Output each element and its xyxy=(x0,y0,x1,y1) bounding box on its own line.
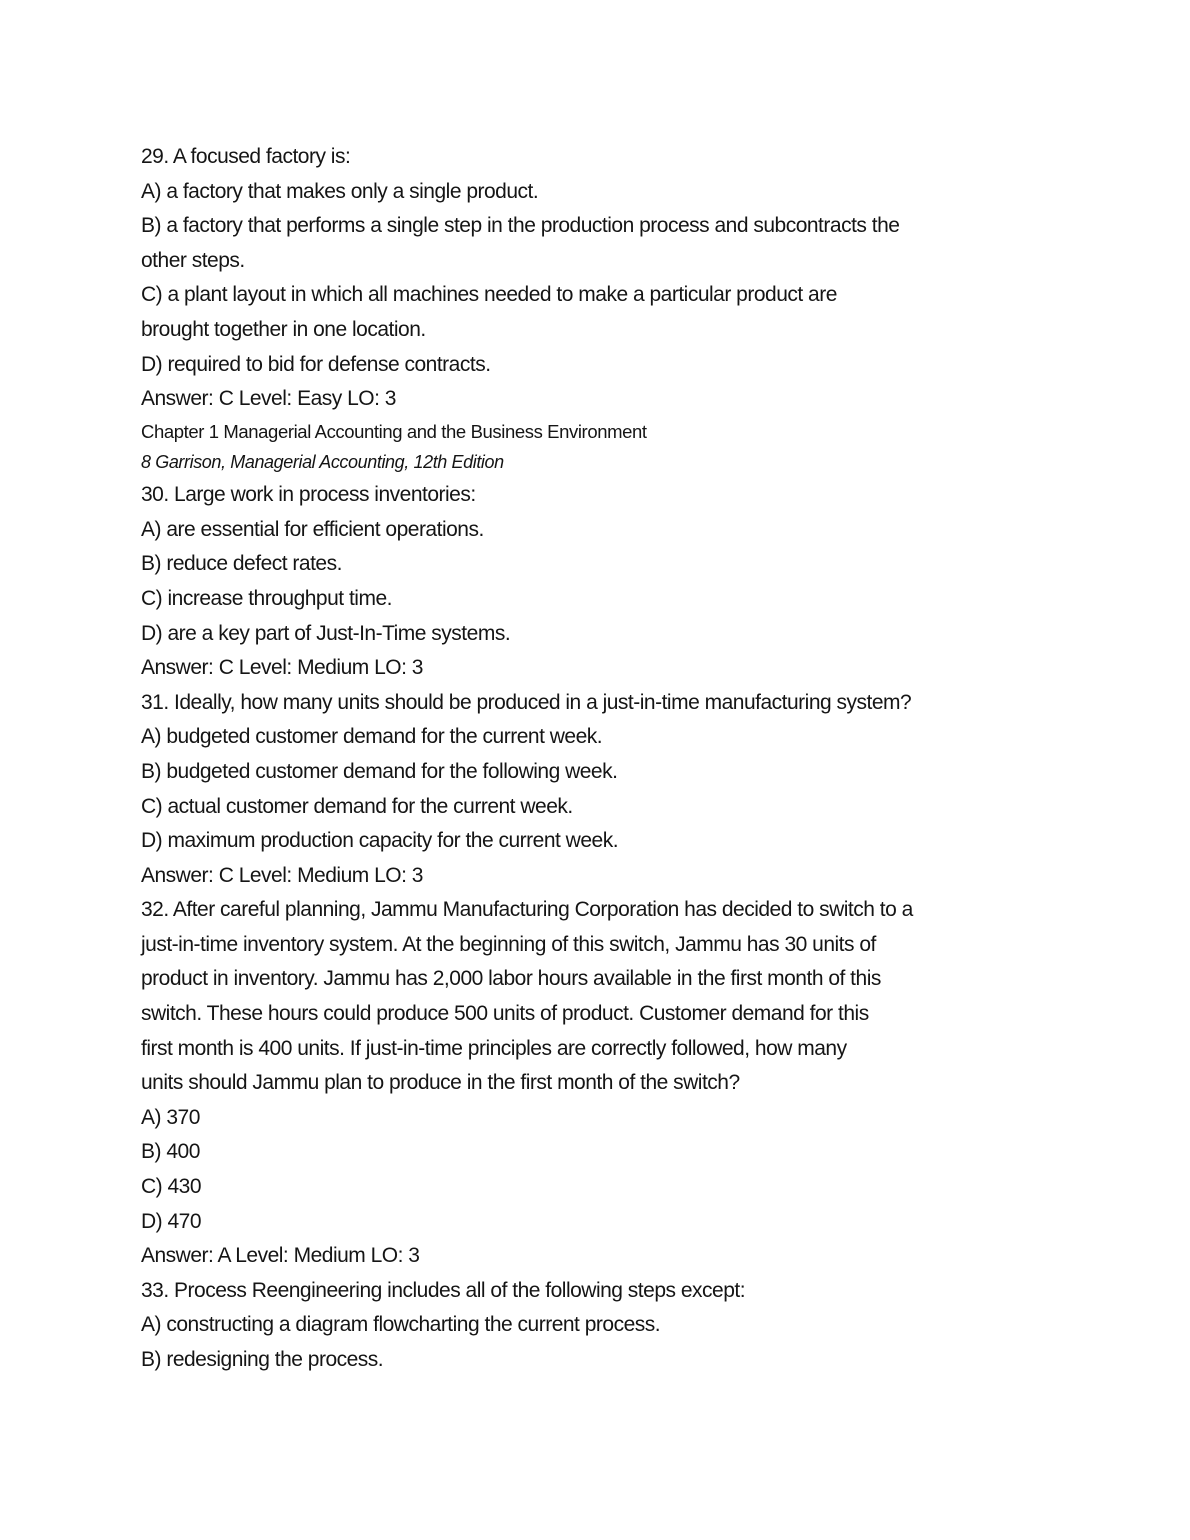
option-line: A) budgeted customer demand for the current week. xyxy=(141,725,603,749)
option-line: A) are essential for efficient operations. xyxy=(141,517,484,541)
question-continuation-line: just-in-time inventory system. At the beginning of this switch, Jammu has 30 units of xyxy=(141,932,876,956)
option-line: A) a factory that makes only a single product. xyxy=(141,179,539,203)
option-line: B) a factory that performs a single step in the production process and subcontracts the xyxy=(141,214,900,238)
option-line: C) actual customer demand for the current week. xyxy=(141,794,573,818)
option-continuation-line: other steps. xyxy=(141,248,245,272)
option-line: C) a plant layout in which all machines needed to make a particular product are xyxy=(141,283,837,307)
option-line: B) redesigning the process. xyxy=(141,1348,384,1371)
option-line: D) 470 xyxy=(141,1209,202,1233)
question-line: 30. Large work in process inventories: xyxy=(141,483,476,507)
option-line: B) budgeted customer demand for the following week. xyxy=(141,759,618,783)
option-line: D) are a key part of Just-In-Time systems. xyxy=(141,621,511,645)
question-continuation-line: units should Jammu plan to produce in the first month of the switch? xyxy=(141,1071,740,1095)
question-continuation-line: switch. These hours could produce 500 units of product. Customer demand for this xyxy=(141,1002,869,1026)
option-line: A) constructing a diagram flowcharting the current process. xyxy=(141,1313,661,1337)
option-continuation-line: brought together in one location. xyxy=(141,317,426,341)
question-line: 31. Ideally, how many units should be produced in a just-in-time manufacturing system? xyxy=(141,690,912,714)
question-continuation-line: product in inventory. Jammu has 2,000 labor hours available in the first month of this xyxy=(141,967,881,991)
source-citation-line: 8 Garrison, Managerial Accounting, 12th Edition xyxy=(141,452,504,473)
option-line: B) 400 xyxy=(141,1140,200,1164)
question-line: 29. A focused factory is: xyxy=(141,145,351,168)
option-line: B) reduce defect rates. xyxy=(141,552,342,576)
chapter-header-line: Chapter 1 Managerial Accounting and the Business Environment xyxy=(141,420,647,442)
answer-line: Answer: C Level: Medium LO: 3 xyxy=(141,863,423,887)
answer-line: Answer: C Level: Easy LO: 3 xyxy=(141,387,396,411)
answer-line: Answer: A Level: Medium LO: 3 xyxy=(141,1244,420,1268)
question-line: 32. After careful planning, Jammu Manufacturing Corporation has decided to switch to a xyxy=(141,898,913,922)
option-line: C) increase throughput time. xyxy=(141,586,392,610)
question-line: 33. Process Reengineering includes all of the following steps except: xyxy=(141,1278,746,1302)
option-line: A) 370 xyxy=(141,1105,200,1129)
question-continuation-line: first month is 400 units. If just-in-time principles are correctly followed, how many xyxy=(141,1036,847,1060)
document-content xyxy=(141,140,1141,1378)
option-line: C) 430 xyxy=(141,1175,202,1199)
option-line: D) maximum production capacity for the current week. xyxy=(141,829,619,853)
option-line: D) required to bid for defense contracts. xyxy=(141,352,491,376)
answer-line: Answer: C Level: Medium LO: 3 xyxy=(141,656,423,680)
